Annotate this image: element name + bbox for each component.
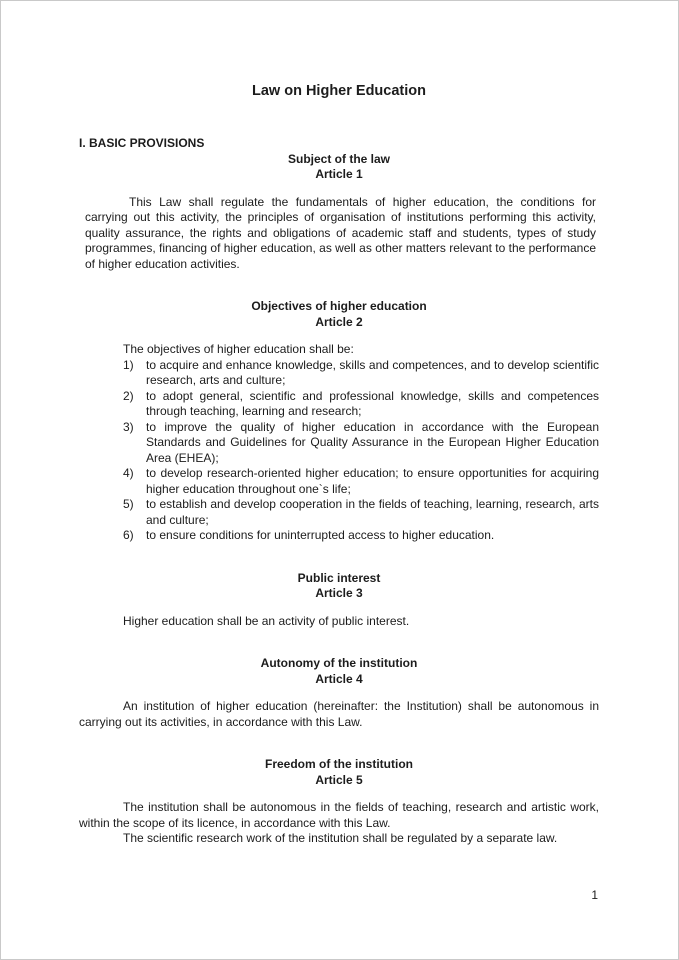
objectives-list (123, 358, 599, 544)
list-item-number: 1) (123, 357, 134, 372)
article-2-heading: Objectives of higher education (251, 299, 427, 313)
article-5-paragraph-2: The scientific research work of the institution shall be regulated by a separate law. (123, 831, 558, 845)
list-item (123, 528, 599, 544)
document-title: Law on Higher Education (251, 83, 426, 99)
article-2-label: Article 2 (315, 314, 363, 329)
article-4-heading: Autonomy of the institution (260, 656, 418, 670)
article-1 (79, 152, 599, 273)
list-item-text: to establish and develop cooperation in the fields of teaching, learning, research, arts and culture; (146, 497, 599, 527)
list-item (123, 358, 599, 389)
article-1-paragraph: This Law shall regulate the fundamentals of higher education, the conditions for carrying out this activity, the principles of organisation of institutions performing this activity, quality assurance, the rights and obligations of academic staff and students, types of study programmes, financing of higher education, as well as other matters relevant to the performance of higher education activities. (85, 194, 596, 271)
page-number: 1 (591, 888, 598, 902)
article-4-paragraph: An institution of higher education (hereinafter: the Institution) shall be autonomous in carrying out its activities, in accordance with this Law. (79, 699, 599, 729)
list-item-text: to adopt general, scientific and professional knowledge, skills and competences through teaching, learning and research; (146, 388, 599, 418)
article-5-paragraph-1: The institution shall be autonomous in the fields of teaching, research and artistic work, within the scope of its licence, in accordance with this Law. (79, 800, 599, 830)
list-item-text: to ensure conditions for uninterrupted access to higher education. (146, 528, 495, 542)
list-item-text: to develop research-oriented higher education; to ensure opportunities for acquiring higher education throughout one`s life; (146, 466, 599, 496)
list-item-number: 3) (123, 419, 134, 434)
list-item (123, 389, 599, 420)
article-1-label: Article 1 (315, 167, 363, 181)
article-2 (79, 299, 599, 544)
list-item (123, 466, 599, 497)
article-1-heading: Subject of the law (287, 151, 390, 166)
article-5-label: Article 5 (315, 772, 363, 787)
article-3 (79, 571, 599, 630)
article-4 (79, 656, 599, 730)
article-3-heading: Public interest (297, 570, 381, 585)
list-item (123, 420, 599, 467)
list-item-number: 4) (123, 466, 134, 480)
section-heading-basic-provisions: I. BASIC PROVISIONS (79, 136, 205, 150)
article-4-label: Article 4 (315, 671, 363, 686)
list-item-number: 6) (123, 528, 134, 542)
article-5-heading: Freedom of the institution (265, 757, 413, 771)
article-3-label: Article 3 (315, 586, 363, 600)
article-3-paragraph: Higher education shall be an activity of public interest. (123, 613, 410, 628)
article-2-intro: The objectives of higher education shall be: (123, 342, 354, 356)
article-5 (79, 757, 599, 847)
list-item (123, 497, 599, 528)
list-item-number: 5) (123, 497, 134, 511)
list-item-text: to improve the quality of higher education in accordance with the European Standards and Guidelines for Quality Assurance in the European Higher Education Area (EHEA); (146, 419, 599, 465)
list-item-number: 2) (123, 388, 134, 403)
list-item-text: to acquire and enhance knowledge, skills and competences, and to develop scientific research, arts and culture; (146, 357, 599, 387)
